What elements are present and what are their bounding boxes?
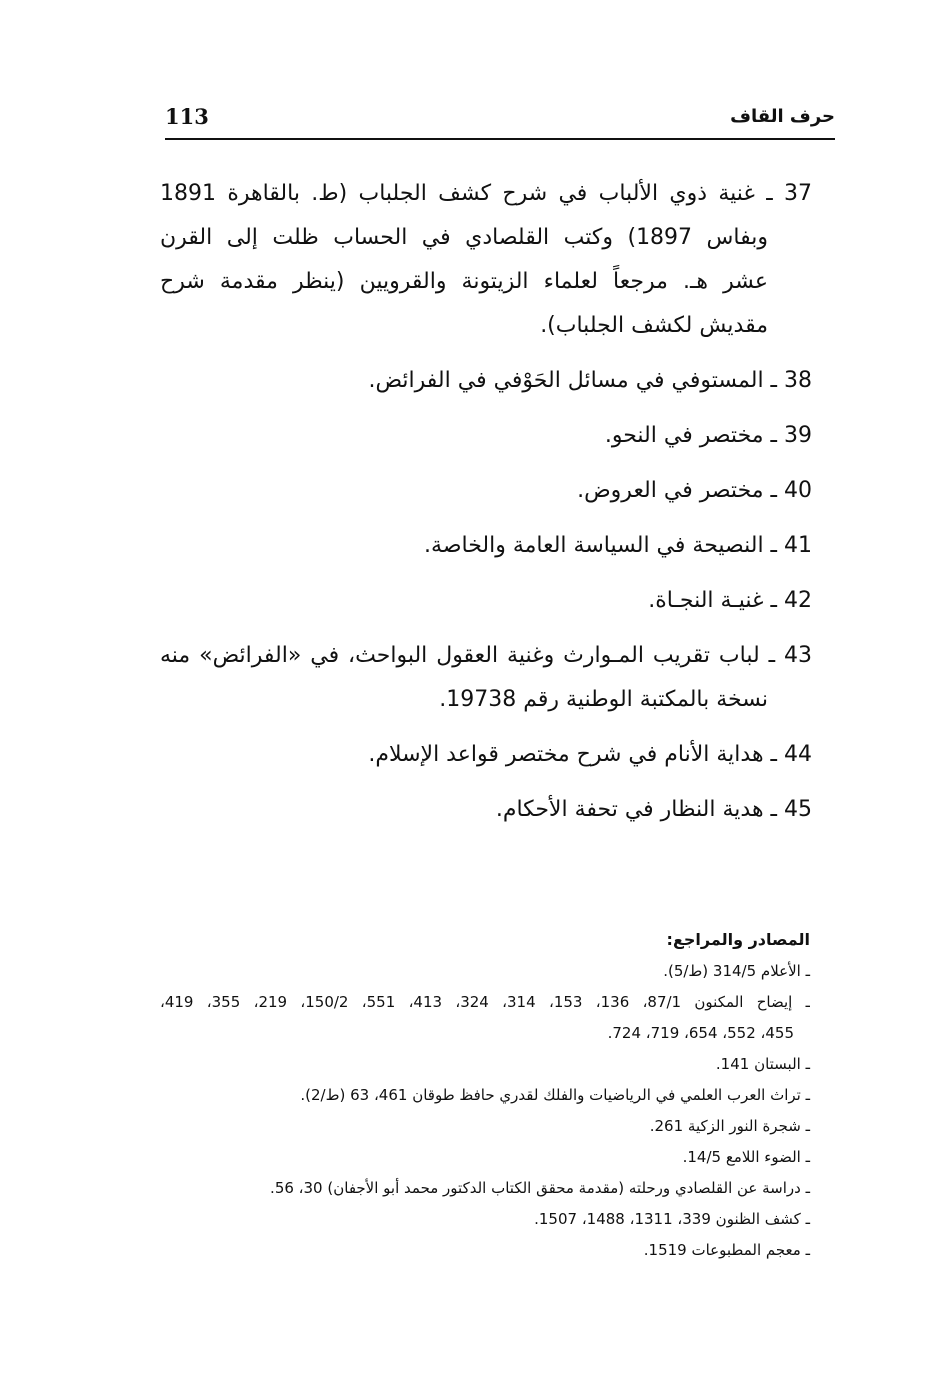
list-item — [160, 788, 812, 832]
entry-line: مقديش لكشف الجلباب). — [540, 313, 768, 338]
running-header — [165, 100, 835, 140]
entry-line: 44 ـ هداية الأنام في شرح مختصر قواعد الإسلام. — [368, 742, 812, 767]
source-item-continuation: 455، 552، 654، 719، 724. — [607, 1024, 794, 1042]
list-item — [160, 579, 812, 623]
sources-heading: المصادر والمراجع: — [666, 930, 810, 949]
list-item — [160, 524, 812, 568]
source-item: ـ البستان 141. — [715, 1055, 810, 1073]
source-item: ـ الأعلام 314/5 (ط/5). — [663, 962, 810, 980]
source-item: ـ تراث العرب العلمي في الرياضيات والفلك لقدري حافظ طوقان 461، 63 (ط/2). — [300, 1086, 810, 1104]
entry-line: 43 ـ لباب تقريب المـوارث وغنية العقول البواحث، في «الفرائض» منه — [160, 643, 812, 668]
list-item — [160, 733, 812, 777]
source-item: ـ الضوء اللامع 14/5. — [682, 1148, 810, 1166]
list-item — [160, 469, 812, 513]
entry-line: عشر هـ. مرجعاً لعلماء الزيتونة والقرويين (ينظر مقدمة شرح — [160, 269, 768, 294]
source-item: ـ دراسة عن القلصادي ورحلته (مقدمة محقق الكتاب الدكتور محمد أبو الأجفان) 30، 56. — [270, 1179, 810, 1197]
list-item — [160, 172, 812, 348]
source-item: ـ كشف الظنون 339، 1311، 1488، 1507. — [534, 1210, 810, 1228]
entry-line: نسخة بالمكتبة الوطنية رقم 19738. — [439, 687, 768, 712]
list-item — [160, 634, 812, 722]
source-item: ـ إيضاح المكنون 87/1، 136، 153، 314، 324، 413، 551، 150/2، 219، 355، 419، — [160, 993, 810, 1011]
entry-line: 45 ـ هدية النظار في تحفة الأحكام. — [495, 797, 812, 822]
list-item — [160, 359, 812, 403]
source-item: ـ شجرة النور الزكية 261. — [649, 1117, 810, 1135]
entry-line: وبفاس 1897) وكتب القلصادي في الحساب ظلت إلى القرن — [160, 225, 768, 250]
source-item: ـ معجم المطبوعات 1519. — [643, 1241, 810, 1259]
entry-line: 42 ـ غنيـة النجـاة. — [648, 588, 812, 613]
works-list — [160, 172, 812, 832]
entry-line: 38 ـ المستوفي في مسائل الحَوْفي في الفرائض. — [368, 368, 812, 393]
entry-line: 40 ـ مختصر في العروض. — [577, 478, 812, 503]
page-number: 113 — [165, 104, 209, 129]
section-title: حرف القاف — [730, 106, 835, 127]
sources-section — [160, 924, 810, 1266]
entry-line: 37 ـ غنية ذوي الألباب في شرح كشف الجلباب (ط. بالقاهرة 1891 — [160, 181, 812, 206]
entry-line: 41 ـ النصيحة في السياسة العامة والخاصة. — [424, 533, 812, 558]
list-item — [160, 414, 812, 458]
entry-line: 39 ـ مختصر في النحو. — [604, 423, 812, 448]
